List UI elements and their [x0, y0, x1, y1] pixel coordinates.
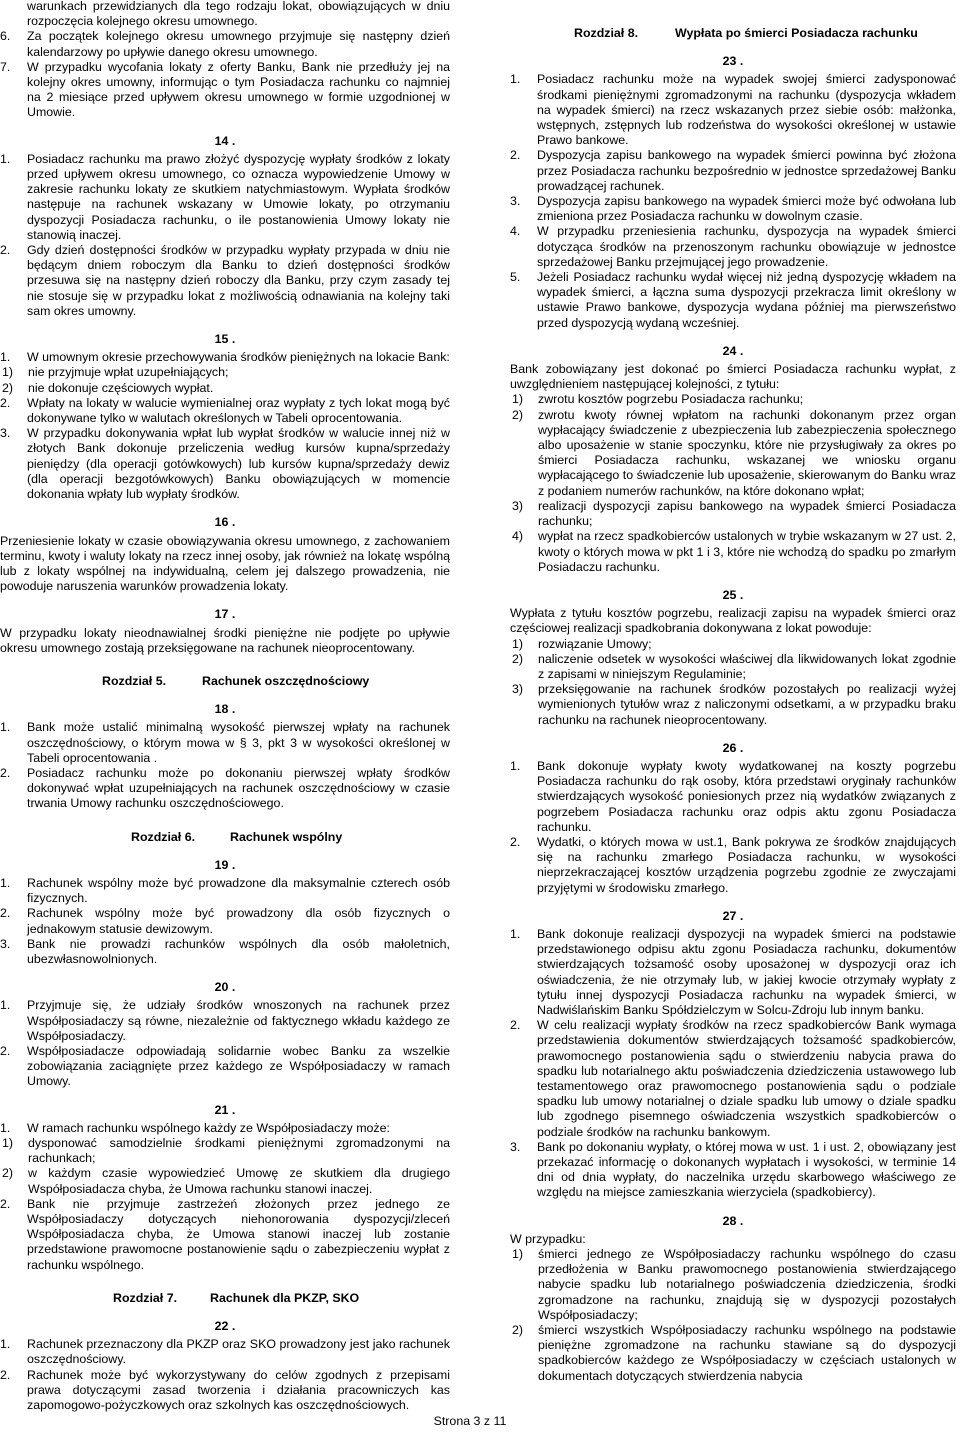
item-number: 2)	[2, 1166, 14, 1181]
item-text: W przypadku wycofania lokaty z oferty Banku, Bank nie przedłuży jej na kolejny okres umowny, informując o tym Posiadacza rachunku co najmniej na 2 miesiące przed upływem okresu umownego w formie uzgodnionej w Umowie.	[27, 59, 450, 120]
item-text: Bank dokonuje wypłaty kwoty wydatkowanej na koszty pogrzebu Posiadacza rachunku do rąk osoby, która przedstawi oryginały rachunków stwierdzających wysokość poniesionych przez nią wydatków związanych z pogrzebem Posiadacza rachunku oraz odpis aktu zgonu Posiadacza rachunku.	[537, 758, 956, 834]
item-number: 1)	[2, 365, 14, 380]
list-item	[0, 29, 450, 59]
item-number: 6.	[0, 29, 11, 44]
paragraph: W przypadku lokaty nieodnawialnej środki pieniężne nie podjęte po upływie okresu umownego zostają przeksięgowane na rachunek nieoprocentowany.	[0, 625, 450, 655]
item-number: 3.	[0, 426, 11, 441]
item-text: Bank nie prowadzi rachunków wspólnych dla osób małoletnich, ubezwłasnowolnionych.	[27, 936, 450, 966]
item-text: Wypłata po śmierci Posiadacza rachunku	[675, 26, 918, 40]
list-item	[510, 835, 956, 896]
item-number: 1.	[0, 350, 11, 365]
chapter-heading	[0, 674, 450, 689]
item-text: Wpłaty na lokaty w walucie wymienialnej oraz wypłaty z tych lokat mogą być dokonywane tylko w walutach określonych w Tabeli oprocentowania.	[27, 395, 450, 426]
item-number: 1.	[0, 151, 11, 166]
item-number: 2.	[510, 834, 521, 849]
item-number: 3)	[512, 498, 524, 513]
item-number: 3.	[510, 194, 521, 209]
item-text: Bank może ustalić minimalną wysokość pierwszej wpłaty na rachunek oszczędnościowy, o którym mowa w § 3, pkt 3 w wysokości określonej w Tabeli oprocentowania .	[27, 720, 450, 765]
section-heading: 28 .	[722, 1213, 744, 1228]
item-text: Rachunek oszczędnościowy	[202, 673, 370, 688]
list-item	[0, 243, 450, 319]
section-heading: 24 .	[722, 343, 744, 358]
section-heading: 27 .	[722, 908, 744, 923]
item-number: 2.	[510, 148, 521, 163]
chapter-heading	[0, 1291, 450, 1306]
list-item	[510, 194, 956, 224]
item-number: 1.	[0, 875, 11, 890]
list-item	[510, 927, 956, 1018]
chapter-heading	[510, 26, 956, 41]
item-text: śmierci jednego ze Współposiadaczy rachunku wspólnego do czasu przedłożenia w Banku prawomocnego postanowienia stwierdzającego nabycie spadku lub notarialnego poświadczenia dziedziczenia, środki zgromadzone na rachunku, znajdują się w dyspozycji pozostałych Współposiadaczy;	[538, 1247, 956, 1322]
list-item	[0, 906, 450, 936]
item-text: W przypadku dokonywania wpłat lub wypłat środków w walucie innej niż w złotych Bank dokonuje przeliczenia według kursów kupna/sprzedaży pieniędzy (dla operacji gotówkowych) lub kursów kupna/sprzedaży dewiz (dla operacji bezgotówkowych) Banku obowiązujących w momencie dokonania wpłaty lub wypłaty środków.	[27, 426, 450, 502]
paragraph: W przypadku:	[510, 1231, 586, 1246]
item-text: Przyjmuje się, że udziały środków wnoszonych na rachunek przez Współposiadaczy są równe, niezależnie od faktycznego wkładu każdego ze Współposiadaczy.	[27, 998, 450, 1043]
item-text: realizacji dyspozycji zapisu bankowego na wypadek śmierci Posiadacza rachunku;	[538, 498, 956, 529]
item-text: Dyspozycja zapisu bankowego na wypadek śmierci powinna być złożona przez Posiadacza rachunku bezpośrednio w jednostce sprzedażowej Banku prowadzącej rachunek.	[537, 148, 956, 193]
item-number: 1.	[510, 758, 521, 773]
item-number: 1)	[512, 1247, 524, 1262]
section-heading: 18 .	[214, 702, 236, 717]
chapter-heading	[0, 830, 450, 845]
item-number: 1.	[0, 1337, 11, 1352]
item-text: Rachunek może być wykorzystywany do celów zgodnych z przepisami prawa dotyczącymi zasad tworzenia i działania pracowniczych kas zapomogowo-pożyczkowych oraz szkolnych kas oszczędnościowych.	[27, 1367, 450, 1413]
list-item	[0, 396, 450, 426]
item-text: Rachunek dla PKZP, SKO	[210, 1290, 360, 1305]
sub-list-item	[512, 637, 956, 652]
item-text: Współposiadacze odpowiadają solidarnie wobec Banku za wszelkie zobowiązania zaciągnięte przez każdego ze Współposiadaczy w ramach Umowy.	[27, 1043, 450, 1089]
list-item	[0, 766, 450, 812]
item-number: 2)	[512, 651, 524, 666]
list-item	[0, 350, 450, 365]
item-text: Rozdział 7.	[113, 1290, 178, 1305]
sub-list-item	[512, 1323, 956, 1384]
item-text: Bank nie przyjmuje zastrzeżeń złożonych przez jednego ze Współposiadaczy dotyczących niehonorowania dyspozycji/zleceń Współposiadacza chyba, że Umowa stanowi inaczej lub zostanie przedstawione prawomocne postanowienie sądu o zabezpieczeniu wypłat z rachunku wspólnego.	[27, 1196, 450, 1272]
item-text: W ramach rachunku wspólnego każdy ze Współposiadaczy może:	[27, 1120, 390, 1135]
item-number: 1.	[0, 998, 11, 1013]
item-text: Bank dokonuje realizacji dyspozycji na wypadek śmierci na podstawie przedstawionego odpisu aktu zgonu Posiadacza rachunku, dokumentów stwierdzających tożsamość osoby uposażonej w dyspozycji oraz ich oświadczenia, że nie otrzymały lub, w jakiej kwocie otrzymały wypłaty z tytułu innej dyspozycji Posiadacza rachunku na wypadek śmierci, w Nadwiślańskim Banku Spółdzielczym w Solcu-Zdroju lub innym banku.	[537, 926, 956, 1017]
left-column	[0, 0, 450, 1413]
item-text: Rachunek wspólny może być prowadzone dla maksymalnie czterech osób fizycznych.	[27, 875, 450, 906]
section-heading: 14 .	[214, 133, 236, 148]
list-item	[510, 148, 956, 194]
item-text: Rozdział 6.	[131, 829, 196, 844]
sub-list-item	[2, 381, 450, 396]
item-number: 1.	[0, 1120, 11, 1135]
list-item	[0, 1197, 450, 1273]
item-text: Jeżeli Posiadacz rachunku wydał więcej niż jedną dyspozycję wkładem na wypadek śmierci, a łączna suma dyspozycji przekracza limit określony w ustawie Prawo bankowe, dyspozycja wydana później ma pierwszeństwo przed dyspozycją wydaną wcześniej.	[537, 270, 956, 330]
sub-list-item	[2, 365, 450, 380]
list-item	[0, 152, 450, 243]
item-text: zwrotu kwoty równej wpłatom na rachunki dokonanym przez organ wypłacający świadczenie z ubezpieczenia lub zabezpieczenia społecznego albo uposażenie w stanie spoczynku, które nie przysługiwały za okres po śmierci Posiadacza rachunku, wskazanej we wniosku organu wypłacającego to świadczenie lub uposażenie, skierowanym do Banku wraz z podaniem numerów rachunków, na które dokonano wpłat;	[538, 407, 956, 498]
item-text: wypłat na rzecz spadkobierców ustalonych w trybie wskazanym w 27 ust. 2, kwoty o których mowa w pkt 1 i 3, które nie wchodzą do spadku po zmarłym Posiadaczu rachunku.	[538, 529, 956, 574]
item-text: Posiadacz rachunku ma prawo złożyć dyspozycję wypłaty środków z lokaty przed upływem okresu umownego, co oznacza wypowiedzenie Umowy w zakresie rachunku lokaty ze skutkiem natychmiastowym. Wypłata środków następuje na rachunek wskazany w Umowie lokaty, po otrzymaniu dyspozycji Posiadacza rachunku, o ile postanowienia Umowy lokaty nie stanowią inaczej.	[27, 151, 450, 242]
item-number: 4)	[512, 529, 524, 544]
item-text: Za początek kolejnego okresu umownego przyjmuje się następny dzień kalendarzowy po upływie danego okresu umownego.	[27, 29, 450, 59]
sub-list-item	[512, 652, 956, 682]
item-text: Dyspozycja zapisu bankowego na wypadek śmierci może być odwołana lub zmieniona przez Posiadacza rachunku w dowolnym czasie.	[537, 194, 956, 224]
section-heading: 21 .	[214, 1102, 236, 1117]
sub-list-item	[512, 682, 956, 728]
item-number: 1)	[512, 636, 524, 651]
item-text: Gdy dzień dostępności środków w przypadku wypłaty przypada w dniu nie będącym dniem roboczym dla Banku to dzień dostępności środków przesuwa się na następny dzień roboczy dla Banku, przy czym zasady tej nie stosuje się w przypadku lokat z możliwością odnawiania na kolejny taki sam okres umowny.	[27, 243, 450, 318]
list-item	[510, 224, 956, 270]
section-heading: 20 .	[214, 980, 236, 995]
item-number: 3)	[512, 682, 524, 697]
list-item	[0, 1337, 450, 1367]
item-number: 1.	[0, 720, 11, 735]
item-text: Posiadacz rachunku może po dokonaniu pierwszej wpłaty środków dokonywać wpłat uzupełniających na rachunek oszczędnościowy w czasie trwania Umowy rachunku oszczędnościowego.	[27, 765, 450, 811]
item-number: 3.	[510, 1139, 521, 1154]
list-item	[510, 1140, 956, 1201]
list-item	[0, 1121, 450, 1136]
sub-list-item	[512, 392, 956, 407]
sub-list-item	[512, 1247, 956, 1323]
list-item	[0, 1044, 450, 1090]
list-item	[0, 937, 450, 967]
item-number: 2.	[0, 243, 11, 258]
section-heading: 22 .	[214, 1319, 236, 1334]
item-number: 1)	[2, 1136, 14, 1150]
item-number: 2.	[0, 1196, 11, 1211]
page-number: Strona 3 z 11	[433, 1414, 507, 1428]
section-heading: 25 .	[722, 587, 744, 602]
item-text: Rozdział 8.	[574, 26, 639, 40]
item-text: w każdym czasie wypowiedzieć Umowę ze skutkiem dla drugiego Współposiadacza chyba, że Umowa rachunku stanowi inaczej.	[28, 1166, 450, 1196]
item-number: 2.	[510, 1018, 521, 1033]
item-text: śmierci wszystkich Współposiadaczy rachunku wspólnego na podstawie pieniężne zgromadzone na rachunku stawiane są do dyspozycji spadkobierców każdego ze Współposiadaczy w częściach ustalonych w dokumentach dotyczących stwierdzenia nabycia	[538, 1323, 956, 1383]
item-number: 7.	[0, 59, 11, 74]
item-number: 4.	[510, 224, 521, 239]
list-item	[0, 426, 450, 502]
list-item	[510, 72, 956, 148]
item-number: 1.	[510, 72, 521, 87]
paragraph: Wypłata z tytułu kosztów pogrzebu, realizacji zapisu na wypadek śmierci oraz częściowej realizacji spadkobrania dokonywana z lokat powoduje:	[510, 606, 956, 636]
continuation-text: warunkach przewidzianych dla tego rodzaju lokat, obowiązujących w dniu rozpoczęcia kolejnego okresu umownego.	[27, 0, 450, 29]
item-number: 2)	[2, 380, 14, 395]
item-text: Wydatki, o których mowa w ust.1, Bank pokrywa ze środków znajdujących się na rachunku zmarłego Posiadacza rachunku, w wysokości nieprzekraczającej kosztów urządzenia pogrzebu zgodnie ze zwyczajami przyjętymi w środowisku zmarłego.	[537, 834, 956, 895]
item-text: Bank po dokonaniu wypłaty, o której mowa w ust. 1 i ust. 2, obowiązany jest przekazać informację o dokonanych wypłatach i wysokości, w terminie 14 dni od dnia wypłaty, do naczelnika urzędu skarbowego właściwego ze względu na miejsce zamieszkania wierzyciela (spadkobiercy).	[537, 1139, 956, 1200]
item-text: Rachunek wspólny może być prowadzony dla osób fizycznych o jednakowym statusie dewizowym.	[27, 906, 450, 936]
list-item	[0, 1368, 450, 1414]
item-text: W umownym okresie przechowywania środków pieniężnych na lokacie Bank:	[27, 350, 450, 365]
sub-list-item	[2, 1136, 450, 1166]
list-item	[0, 720, 450, 766]
item-number: 1.	[510, 926, 521, 941]
list-item	[0, 876, 450, 906]
item-text: naliczenie odsetek w wysokości właściwej dla likwidowanych lokat zgodnie z zapisami w niniejszym Regulaminie;	[538, 651, 956, 681]
section-heading: 16 .	[214, 515, 236, 530]
item-number: 2.	[0, 1043, 11, 1058]
paragraph: Przeniesienie lokaty w czasie obowiązywania okresu umownego, z zachowaniem terminu, kwoty i waluty lokaty na rzecz innej osoby, jak również na lokatę wspólną lub z lokaty wspólnej na indywidualną, celem jej dalszego prowadzenia, nie powoduje naruszenia warunków prowadzenia lokaty.	[0, 533, 450, 594]
item-text: Posiadacz rachunku może na wypadek swojej śmierci zadysponować środkami pieniężnymi zgromadzonymi na rachunku (dyspozycja wkładem na wypadek śmierci) na rzecz wskazanych przez siebie osób: małżonka, wstępnych, zstępnych lub rodzeństwa do wysokości określonej w ustawie Prawo bankowe.	[537, 72, 956, 148]
item-number: 2.	[0, 765, 11, 780]
item-number: 2.	[0, 395, 11, 410]
sub-list-item	[512, 408, 956, 499]
list-item	[510, 270, 956, 331]
item-number: 3.	[0, 936, 11, 951]
list-item	[510, 1018, 956, 1140]
item-text: nie dokonuje częściowych wypłat.	[28, 380, 214, 395]
sub-list-item	[512, 529, 956, 575]
item-text: dysponować samodzielnie środkami pieniężnymi zgromadzonymi na rachunkach;	[28, 1136, 450, 1166]
list-item	[0, 60, 450, 121]
paragraph: Bank zobowiązany jest dokonać po śmierci Posiadacza rachunku wypłat, z uwzględnieniem następującej kolejności, z tytułu:	[510, 362, 956, 392]
item-number: 2)	[512, 1323, 524, 1338]
item-text: nie przyjmuje wpłat uzupełniających;	[28, 365, 229, 380]
item-text: W przypadku przeniesienia rachunku, dyspozycja na wypadek śmierci dotycząca środków na przenoszonym rachunku obowiązuje w jednostce sprzedażowej Banku przejmującej jego prowadzenie.	[537, 224, 956, 269]
item-text: Rachunek przeznaczony dla PKZP oraz SKO prowadzony jest jako rachunek oszczędnościowy.	[27, 1337, 450, 1367]
item-number: 2)	[512, 407, 524, 422]
section-heading: 23 .	[722, 54, 744, 69]
item-number: 1)	[512, 392, 524, 407]
item-text: Rozdział 5.	[102, 673, 167, 688]
section-heading: 26 .	[722, 740, 744, 755]
right-column	[510, 0, 956, 1384]
item-text: rozwiązanie Umowy;	[538, 636, 652, 651]
list-item	[0, 998, 450, 1044]
item-text: Rachunek wspólny	[230, 829, 343, 844]
item-number: 2.	[0, 906, 11, 921]
item-text: przeksięgowanie na rachunek środków pozostałych po realizacji wyżej wymienionych tytułów wraz z naliczonymi odsetkami, a w przypadku braku rachunku na rachunek nieoprocentowany.	[538, 682, 956, 727]
section-heading: 15 .	[214, 332, 236, 347]
section-heading: 17 .	[214, 607, 236, 622]
item-number: 5.	[510, 270, 521, 285]
item-number: 2.	[0, 1367, 11, 1382]
section-heading: 19 .	[214, 857, 236, 872]
sub-list-item	[2, 1166, 450, 1196]
list-item	[510, 759, 956, 835]
item-text: W celu realizacji wypłaty środków na rzecz spadkobierców Bank wymaga przedstawienia dokumentów stwierdzających tożsamość spadkobierców, prawomocnego postanowienia sądu o stwierdzeniu nabycia prawa do spadku lub notarialnego aktu poświadczenia dziedziczenia ustawowego lub testamentowego oraz prawomocnego postanowienia sądu o podziale spadku lub umowy notarialnej o dziale spadku lub umowy o dziale spadku lub zgodnego pisemnego oświadczenia wszystkich spadkobierców o podziale środków na rachunku bankowym.	[537, 1018, 956, 1139]
item-text: zwrotu kosztów pogrzebu Posiadacza rachunku;	[538, 392, 804, 407]
sub-list-item	[512, 499, 956, 529]
